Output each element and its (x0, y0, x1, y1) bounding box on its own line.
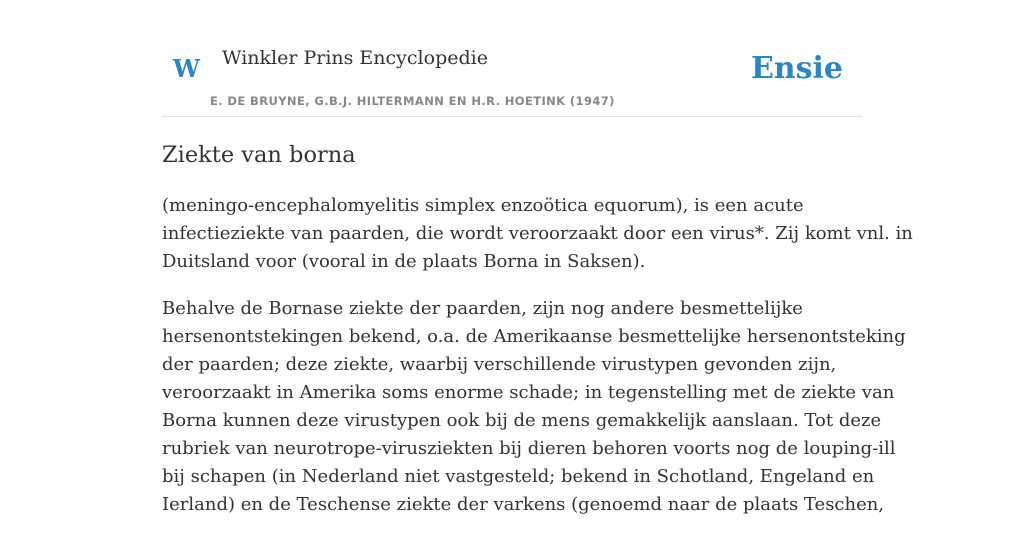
book-title[interactable]: Winkler Prins Encyclopedie (222, 47, 488, 69)
text-line: Duitsland voor (vooral in de plaats Borna in Saksen). (162, 251, 646, 272)
authors-line: E. DE BRUYNE, G.B.J. HILTERMANN EN H.R. HOETINK (1947) (210, 94, 615, 108)
text-line: infectieziekte van paarden, die wordt veroorzaakt door een virus*. Zij komt vnl. in (162, 223, 913, 244)
text-line: Behalve de Bornase ziekte der paarden, zijn nog andere besmettelijke (162, 298, 803, 319)
site-header (162, 0, 862, 117)
text-line: rubriek van neurotrope-virusziekten bij dieren behoren voorts nog de louping-ill (162, 438, 896, 459)
paragraph-2 (162, 295, 906, 519)
text-line: (meningo-encephalomyelitis simplex enzoötica equorum), is een acute (162, 195, 804, 216)
text-line: veroorzaakt in Amerika soms enorme schade; in tegenstelling met de ziekte van (162, 382, 895, 403)
text-line: hersenontstekingen bekend, o.a. de Amerikaanse besmettelijke hersenontsteking (162, 326, 906, 347)
paragraph-1 (162, 192, 913, 276)
page-content (162, 0, 913, 515)
ensie-brand-logo[interactable]: Ensie (750, 51, 843, 86)
text-line: bij schapen (in Nederland niet vastgesteld; bekend in Schotland, Engeland en (162, 466, 875, 487)
article-body (162, 192, 913, 538)
text-line: Ierland) en de Teschense ziekte der varkens (genoemd naar de plaats Teschen, (162, 494, 885, 515)
encyclopedia-logo-icon[interactable]: W (173, 54, 200, 83)
text-line: der paarden; deze ziekte, waarbij verschillende virustypen gevonden zijn, (162, 354, 837, 375)
text-line: Borna kunnen deze virustypen ook bij de mens gemakkelijk aanslaan. Tot deze (162, 410, 882, 431)
article-title: Ziekte van borna (162, 142, 356, 168)
